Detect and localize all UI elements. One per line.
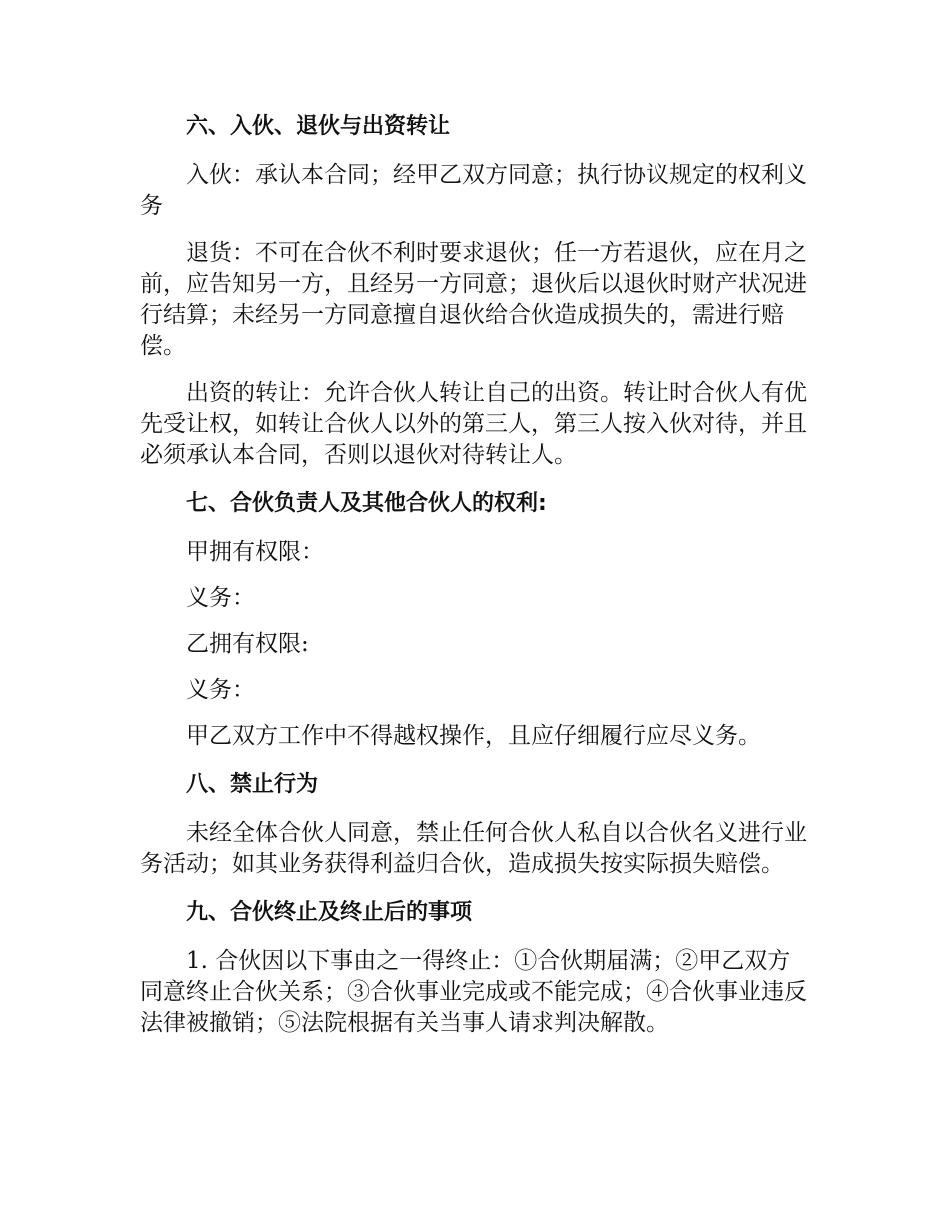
paragraph-no-overreach: 甲乙双方工作中不得越权操作，且应仔细履行应尽义务。: [186, 723, 761, 749]
section-heading-7: 七、合伙负责人及其他合伙人的权利:: [186, 491, 547, 516]
paragraph-party-a-obligations: 义务：: [186, 585, 255, 611]
document-page: [140, 110, 810, 1055]
section-heading-6: 六、入伙、退伙与出资转让: [186, 114, 451, 139]
paragraph-withdrawal: 退货：不可在合伙不利时要求退伙；任一方若退伙，应在月之前，应告知另一方，且经另一方同意；退伙后以退伙时财产状况进行结算；未经另一方同意擅自退伙给合伙造成损失的，需进行赔偿。: [140, 240, 807, 359]
paragraph-capital-transfer: 出资的转让：允许合伙人转让自己的出资。转让时合伙人有优先受让权，如转让合伙人以外的第三人，第三人按入伙对待，并且必须承认本合同，否则以退伙对待转让人。: [140, 380, 807, 468]
paragraph-party-a-authority: 甲拥有权限：: [186, 539, 324, 565]
paragraph-party-b-obligations: 义务：: [186, 677, 255, 703]
paragraph-admission: 入伙：承认本合同；经甲乙双方同意；执行协议规定的权利义务: [140, 162, 807, 219]
section-heading-8: 八、禁止行为: [186, 772, 319, 797]
paragraph-termination-causes: 1. 合伙因以下事由之一得终止：①合伙期届满；②甲乙双方同意终止合伙关系；③合伙事业完成或不能完成；④合伙事业违反法律被撤销；⑤法院根据有关当事人请求判决解散。: [140, 948, 807, 1036]
paragraph-prohibited-acts: 未经全体合伙人同意，禁止任何合伙人私自以合伙名义进行业务活动；如其业务获得利益归合伙，造成损失按实际损失赔偿。: [140, 820, 807, 877]
section-heading-9: 九、合伙终止及终止后的事项: [186, 900, 473, 925]
paragraph-party-b-authority: 乙拥有权限:: [186, 631, 309, 657]
